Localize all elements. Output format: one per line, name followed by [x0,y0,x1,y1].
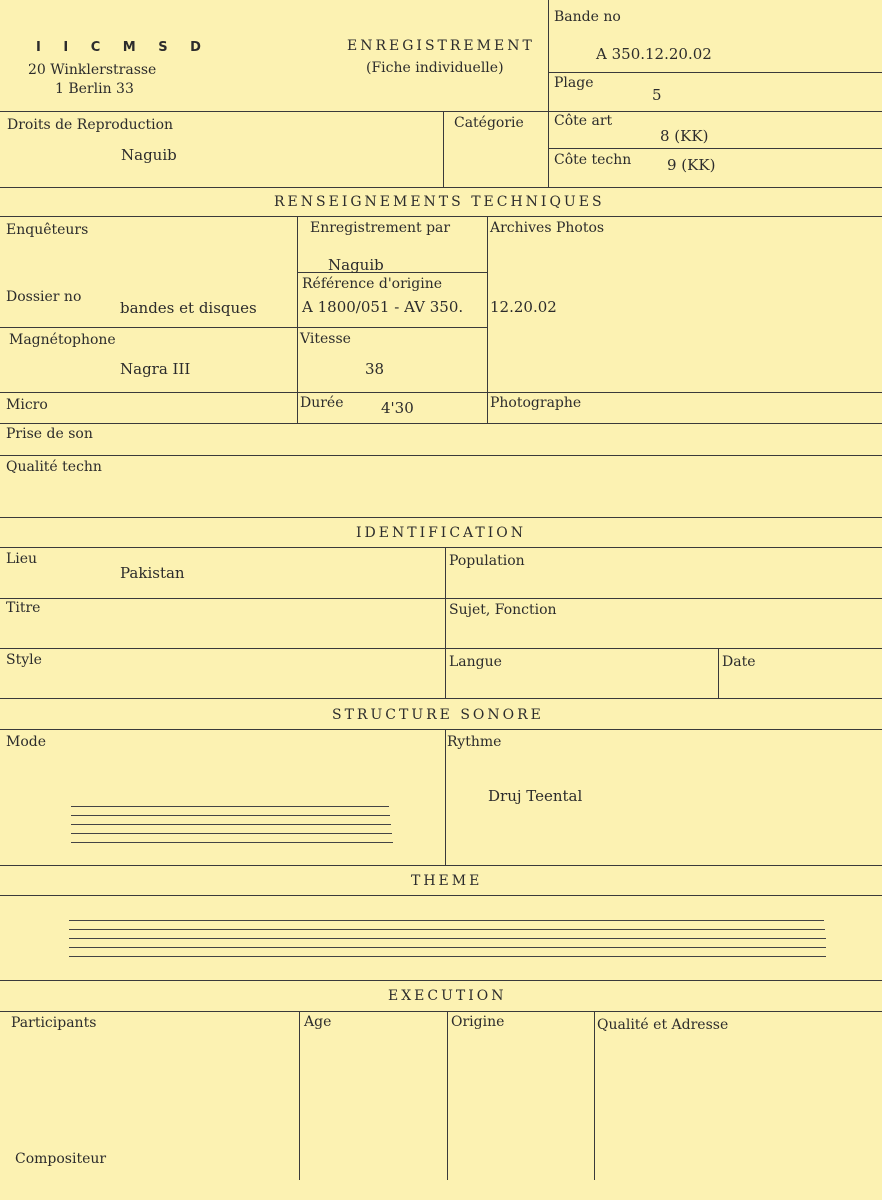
rule [718,648,719,698]
micro-label: Micro [6,397,48,413]
lieu-value: Pakistan [120,564,185,582]
staff-line [69,938,826,939]
rule [445,547,446,698]
rule [548,0,549,187]
rule [299,1011,300,1180]
rule [548,72,882,73]
rule [297,272,487,273]
rule [0,729,882,730]
enqueteurs-label: Enquêteurs [6,222,89,238]
mode-label: Mode [6,734,47,750]
org-street: 20 Winklerstrasse [28,62,157,78]
rule [0,865,882,866]
rule [0,455,882,456]
qualite-techn-label: Qualité techn [6,459,102,475]
staff-line [69,956,826,957]
staff-line [69,929,825,930]
rule [445,729,446,865]
magnetophone-label: Magnétophone [9,332,116,348]
lieu-label: Lieu [6,551,38,567]
rule [0,547,882,548]
sujet-label: Sujet, Fonction [449,602,557,618]
age-label: Age [304,1014,332,1030]
form-title: ENREGISTREMENT [347,38,535,54]
staff-line [71,833,392,834]
staff-line [71,815,390,816]
staff-line [69,947,826,948]
dossier-value: bandes et disques [120,299,257,317]
staff-line [71,842,393,843]
rule [443,111,444,187]
reference-value-a: A 1800/051 - AV 350. [302,298,464,316]
plage-value: 5 [652,86,662,104]
archives-photos-label: Archives Photos [490,220,605,236]
rule [0,392,882,393]
prise-de-son-label: Prise de son [6,426,93,442]
reference-value-b: 12.20.02 [490,298,557,316]
rythme-label: Rythme [447,734,502,750]
enregistrement-par-label: Enregistrement par [310,220,451,236]
cote-techn-value: 9 (KK) [667,156,716,174]
rule [0,1011,882,1012]
structure-heading: STRUCTURE SONORE [332,707,544,723]
staff-line [69,920,824,921]
technical-heading: RENSEIGNEMENTS TECHNIQUES [274,194,605,210]
dossier-label: Dossier no [6,289,82,305]
cote-art-value: 8 (KK) [660,127,709,145]
titre-label: Titre [6,600,41,616]
style-label: Style [6,652,42,668]
reference-label: Référence d'origine [302,276,443,292]
rule [0,980,882,981]
plage-label: Plage [554,75,594,91]
cote-art-label: Côte art [554,113,613,129]
qualite-adresse-label: Qualité et Adresse [597,1017,729,1033]
bande-value: A 350.12.20.02 [596,45,712,63]
theme-heading: THEME [411,873,483,889]
photographe-label: Photographe [490,395,582,411]
rule [0,423,882,424]
org-city: 1 Berlin 33 [55,81,134,97]
rule [297,216,298,423]
rule [0,517,882,518]
rule [0,598,882,599]
rythme-value: Druj Teental [488,787,583,805]
form-subtitle: (Fiche individuelle) [366,60,504,76]
categorie-label: Catégorie [454,115,524,131]
rule [0,187,882,188]
duree-value: 4'30 [381,399,414,417]
rule [0,216,882,217]
magnetophone-value: Nagra III [120,360,191,378]
droits-value: Naguib [121,146,177,164]
org-name: I I C M S D [36,40,210,55]
enregistrement-par-value: Naguib [328,256,384,274]
rule [0,895,882,896]
staff-line [71,824,391,825]
compositeur-label: Compositeur [15,1151,107,1167]
rule [0,111,882,112]
rule [0,648,882,649]
cote-techn-label: Côte techn [554,152,632,168]
rule [0,327,487,328]
vitesse-label: Vitesse [300,331,351,347]
origine-label: Origine [451,1014,505,1030]
rule [447,1011,448,1180]
rule [487,216,488,423]
rule [548,148,882,149]
droits-label: Droits de Reproduction [7,117,174,133]
rule [0,698,882,699]
duree-label: Durée [300,395,344,411]
bande-label: Bande no [554,9,621,25]
vitesse-value: 38 [365,360,385,378]
participants-label: Participants [11,1015,97,1031]
staff-line [71,806,389,807]
execution-heading: EXECUTION [388,988,507,1004]
rule [594,1011,595,1180]
langue-label: Langue [449,654,502,670]
population-label: Population [449,553,525,569]
date-label: Date [722,654,756,670]
identification-heading: IDENTIFICATION [356,525,526,541]
